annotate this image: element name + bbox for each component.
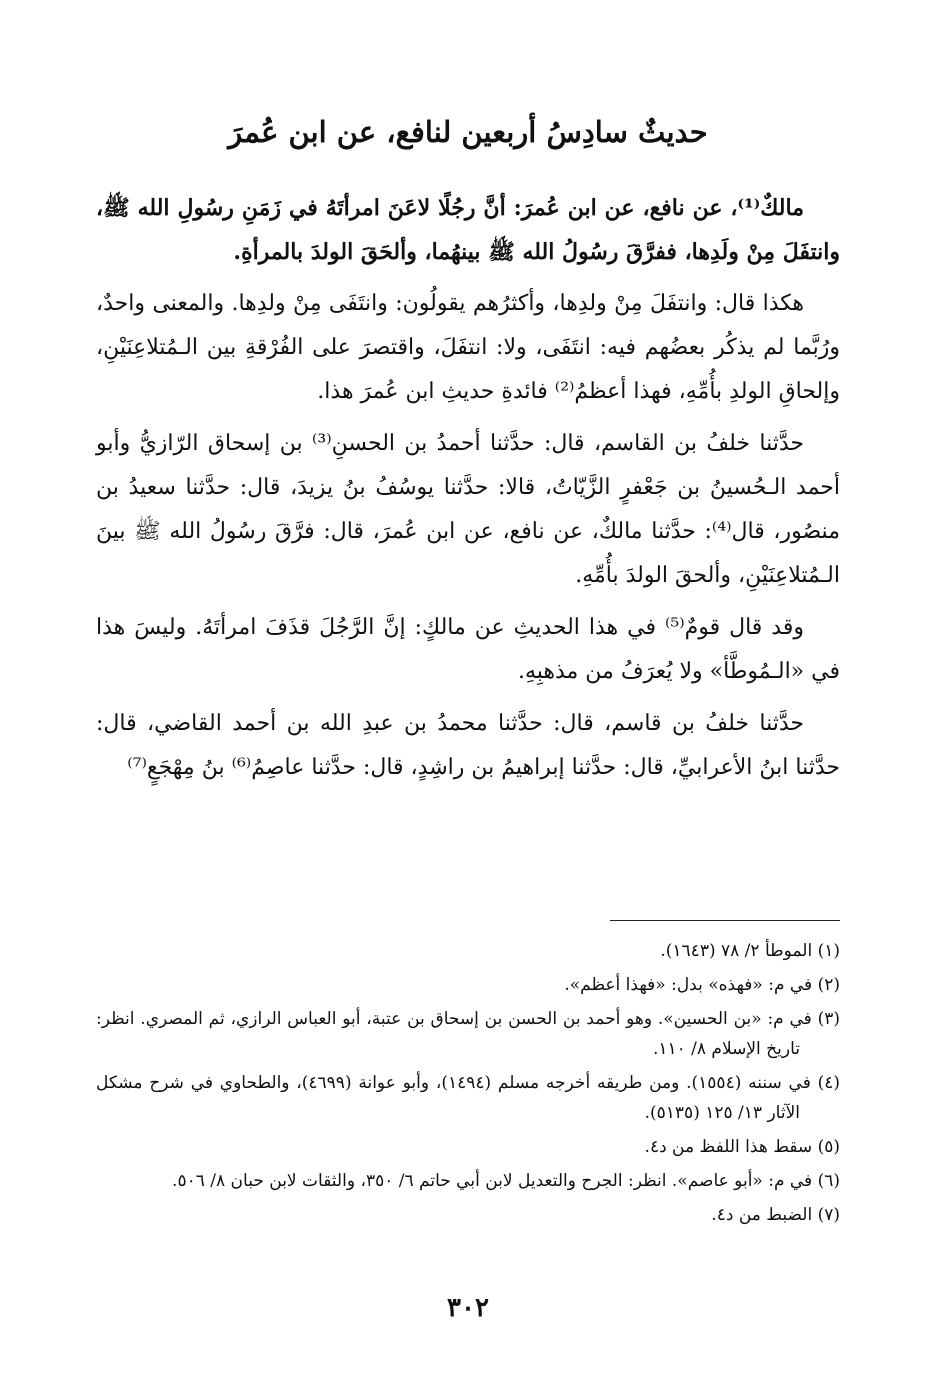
footnote: (٤) في سننه (١٥٥٤). ومن طريقه أخرجه مسلم (١٤٩٤)، وأبو عوانة (٤٦٩٩)، والطحاوي في شرح مشكل الآثار ١٣/ ١٢٥ (٥١٣٥). [96,1073,841,1123]
footnote-divider [610,920,840,921]
book-page [96,0,840,1376]
commentary-paragraph: هكذا قال: وانتفَلَ مِنْ ولدِها، وأكثرُهم يقولُون: وانتَفَى مِنْ ولدِها. والمعنى واحدٌ، ورُبَّما لم يذكُر بعضُهم فيه: انتَفَى، ولا: انتفَلَ، واقتصرَ على الفُرْقةِ بين الـمُتلاعِنَيْنِ، وإلحاقِ الولدِ بأُمِّهِ، فهذا أعظمُ⁽²⁾ فائدةِ حديثِ ابن عُمرَ هذا. [96,291,840,404]
isnad-paragraph: حدَّثنا خلفُ بن قاسم، قال: حدَّثنا محمدُ بن عبدِ الله بن أحمد القاضي، قال: حدَّثنا ابنُ الأعرابيِّ، قال: حدَّثنا إبراهيمُ بن راشِدٍ، قال: حدَّثنا عاصِمُ⁽⁶⁾ بنُ مِهْجَعٍ⁽⁷⁾ [96,711,840,780]
footnotes [96,936,840,1234]
main-text [96,186,840,798]
hadith-text-paragraph: مالكٌ⁽¹⁾، عن نافع، عن ابن عُمرَ: أنَّ رجُلًا لاعَنَ امرأتَهُ في زَمَنِ رسُولِ الله ﷺ، وانتفَلَ مِنْ ولَدِها، ففرَّقَ رسُولُ الله ﷺ بينهُما، وألحَقَ الولدَ بالمرأةِ. [96,195,840,265]
page-number: ٣٠٢ [447,1293,489,1323]
hadith-title: حديثٌ سادِسُ أربعين لنافع، عن ابن عُمرَ [228,115,708,149]
footnote: (٣) في م: «بن الحسين». وهو أحمد بن الحسن بن إسحاق بن عتبة، أبو العباس الرازي، ثم المصري. انظر: تاريخ الإسلام ٨/ ١١٠. [96,1009,840,1059]
footnote: (٥) سقط هذا اللفظ من د٤. [644,1137,840,1157]
footnote: (١) الموطأ ٢/ ٧٨ (١٦٤٣). [660,941,840,961]
footnote: (٢) في م: «فهذه» بدل: «فهذا أعظم». [564,975,840,995]
isnad-paragraph: حدَّثنا خلفُ بن القاسم، قال: حدَّثنا أحمدُ بن الحسنِ⁽³⁾ بن إسحاق الرّازيُّ وأبو أحمد الـحُسينُ بن جَعْفرٍ الزَّيّاتُ، قالا: حدَّثنا يوسُفُ بنُ يزيدَ، قال: حدَّثنا سعيدُ بن منصُور، قال⁽⁴⁾: حدَّثنا مالكٌ، عن نافع، عن ابن عُمرَ، قال: فرَّقَ رسُولُ الله ﷺ بينَ الـمُتلاعِنَيْنِ، وألحقَ الولدَ بأُمِّهِ. [96,431,840,588]
commentary-paragraph: وقد قال قومٌ⁽⁵⁾ في هذا الحديثِ عن مالكٍ: إنَّ الرَّجُلَ قذَفَ امرأتَهُ. وليسَ هذا في «الـمُوطَّأ» ولا يُعرَفُ من مذهبِهِ. [96,615,840,684]
footnote: (٦) في م: «أبو عاصم». انظر: الجرح والتعديل لابن أبي حاتم ٦/ ٣٥٠، والثقات لابن حبان ٨/ ٥٠٦. [172,1171,840,1191]
footnote: (٧) الضبط من د٤. [711,1205,840,1225]
